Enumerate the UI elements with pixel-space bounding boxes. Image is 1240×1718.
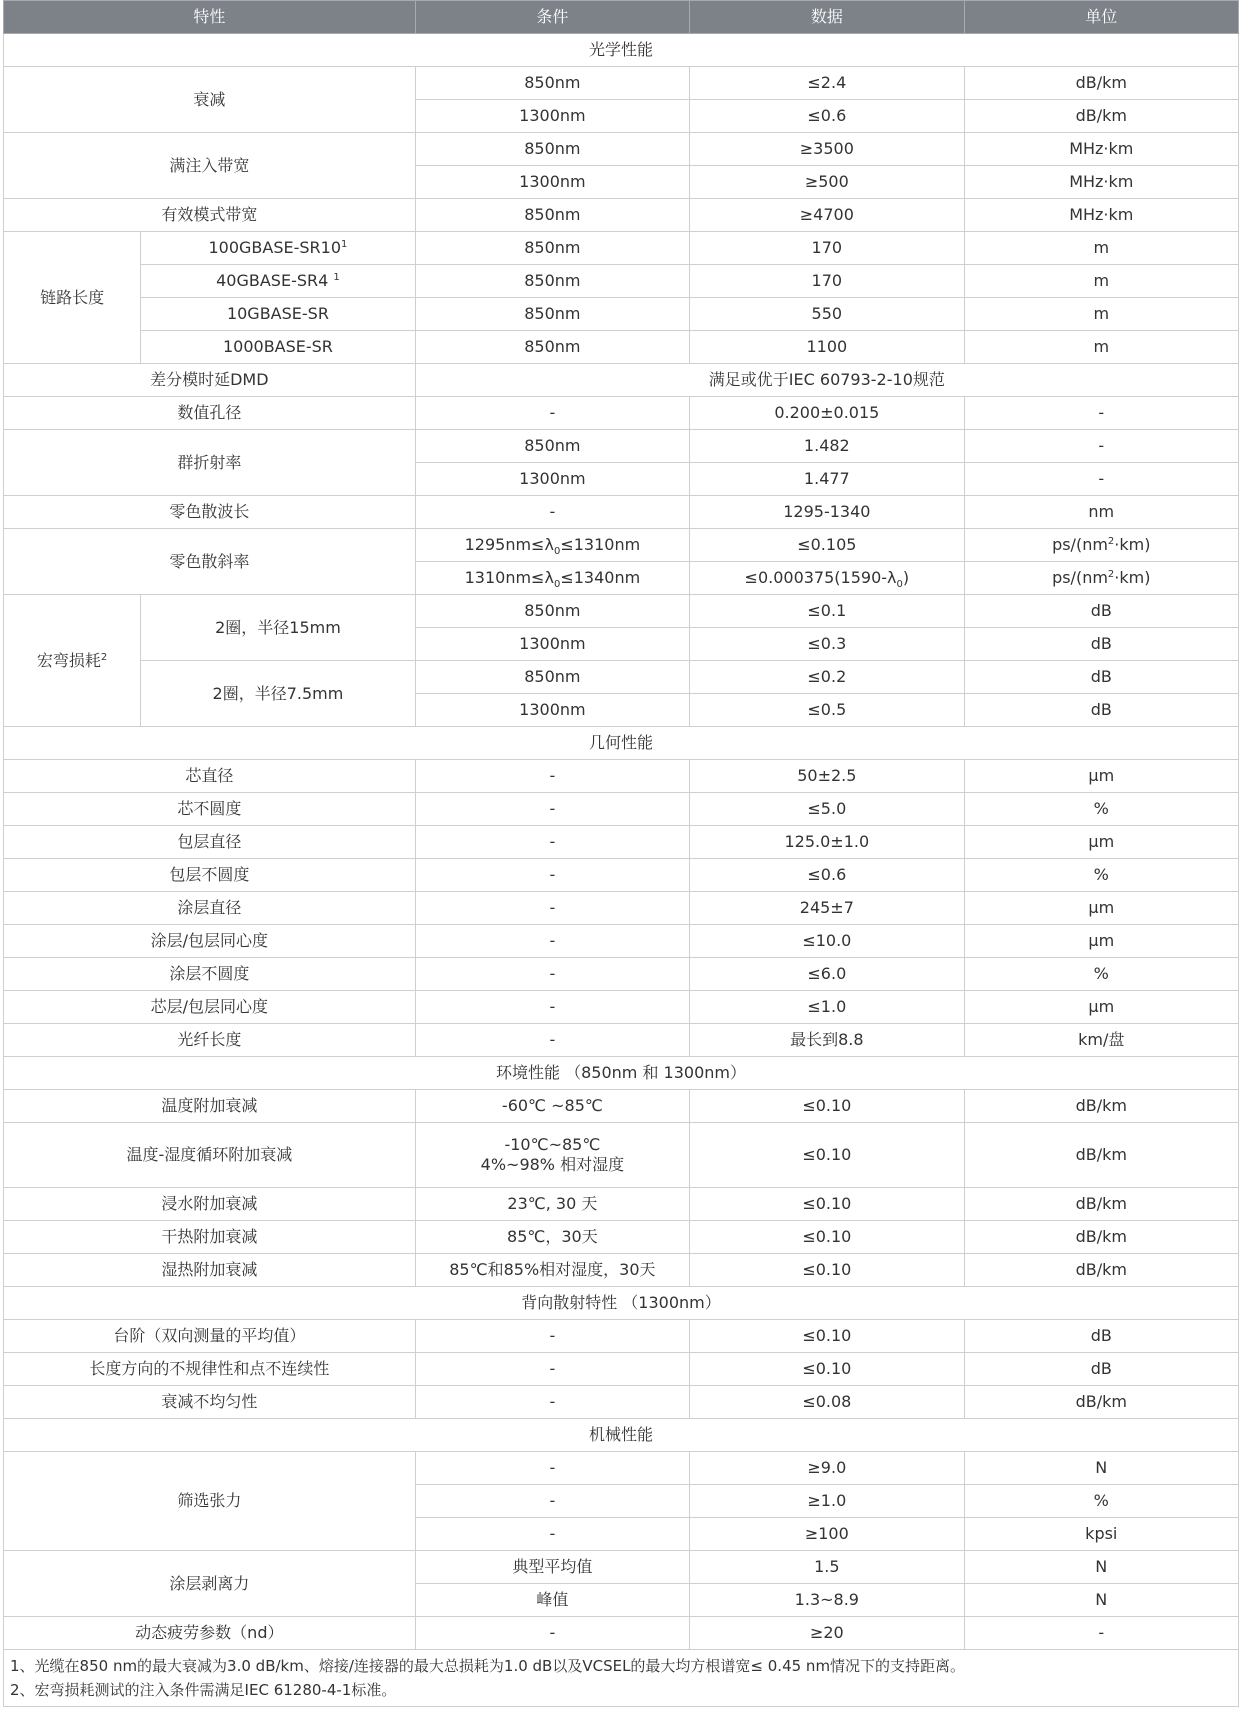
condition-cell: 850nm: [415, 133, 689, 166]
superscript: 2: [1107, 569, 1115, 580]
data-cell: ≤0.10: [690, 1353, 964, 1386]
condition-cell: 850nm: [415, 232, 689, 265]
val-text: ): [902, 568, 910, 587]
unit-text: ·km): [1114, 535, 1151, 554]
data-cell: ≤0.105: [690, 529, 964, 562]
cond-text: 1295nm≤λ: [464, 535, 554, 554]
unit-cell: N: [964, 1584, 1238, 1617]
unit-cell: dB: [964, 1353, 1238, 1386]
table-row: [4, 1386, 1239, 1419]
property-cell: 零色散斜率: [4, 529, 416, 595]
unit-cell: %: [964, 1485, 1238, 1518]
table-row: [4, 826, 1239, 859]
condition-cell: -: [415, 826, 689, 859]
footnote-2: 2、宏弯损耗测试的注入条件需满足IEC 61280-4-1标准。: [10, 1681, 397, 1699]
data-cell: ≥4700: [690, 199, 964, 232]
table-row: [4, 1551, 1239, 1584]
condition-cell: -: [415, 1320, 689, 1353]
property-cell: 数值孔径: [4, 397, 416, 430]
unit-cell: MHz·km: [964, 166, 1238, 199]
property-cell: 动态疲劳参数（nd）: [4, 1617, 416, 1650]
footnote-marker: 1: [333, 272, 340, 283]
section-backscatter: 背向散射特性 （1300nm）: [4, 1287, 1239, 1320]
data-cell: 125.0±1.0: [690, 826, 964, 859]
sub-property-cell: 10GBASE-SR: [141, 298, 415, 331]
table-row: [4, 529, 1239, 562]
data-cell: ≤0.3: [690, 628, 964, 661]
unit-cell: dB/km: [964, 1386, 1238, 1419]
condition-cell: -: [415, 958, 689, 991]
footnote-marker: 2: [100, 651, 108, 663]
property-cell: 芯不圆度: [4, 793, 416, 826]
data-cell: ≥20: [690, 1617, 964, 1650]
unit-cell: dB/km: [964, 1254, 1238, 1287]
data-cell: 245±7: [690, 892, 964, 925]
footnote-1: 1、光缆在850 nm的最大衰减为3.0 dB/km、熔接/连接器的最大总损耗为1.0 dB以及VCSEL的最大均方根谱宽≤ 0.45 nm情况下的支持距离。: [10, 1657, 966, 1675]
property-cell: 涂层直径: [4, 892, 416, 925]
data-cell: ≤0.10: [690, 1090, 964, 1123]
condition-cell: -: [415, 1485, 689, 1518]
condition-cell: -: [415, 1353, 689, 1386]
condition-cell: 1300nm: [415, 100, 689, 133]
property-cell: 浸水附加衰减: [4, 1188, 416, 1221]
unit-cell: m: [964, 265, 1238, 298]
cond-text: ≤1310nm: [560, 535, 641, 554]
property-cell: [4, 595, 141, 727]
table-row: [4, 925, 1239, 958]
table-row: [4, 1320, 1239, 1353]
section-optical: 光学性能: [4, 34, 1239, 67]
sub-property-cell: [141, 232, 415, 265]
unit-cell: m: [964, 298, 1238, 331]
table-row: [4, 67, 1239, 100]
table-row: [4, 859, 1239, 892]
data-cell: ≥100: [690, 1518, 964, 1551]
condition-cell: -: [415, 991, 689, 1024]
header-row: [4, 1, 1239, 34]
notes-row: [4, 1650, 1239, 1707]
unit-cell: μm: [964, 991, 1238, 1024]
table-row: [4, 1254, 1239, 1287]
data-cell: ≤0.5: [690, 694, 964, 727]
unit-cell: dB/km: [964, 1221, 1238, 1254]
unit-cell: -: [964, 430, 1238, 463]
sub-property-cell: [141, 265, 415, 298]
condition-cell: [415, 1123, 689, 1188]
link-std-label: 40GBASE-SR4: [216, 271, 334, 290]
property-cell: 长度方向的不规律性和点不连续性: [4, 1353, 416, 1386]
condition-cell: -: [415, 925, 689, 958]
unit-cell: μm: [964, 925, 1238, 958]
condition-cell: -: [415, 1617, 689, 1650]
table-row: [4, 1024, 1239, 1057]
section-row: [4, 34, 1239, 67]
condition-cell: -: [415, 1452, 689, 1485]
data-cell: 50±2.5: [690, 760, 964, 793]
table-row: [4, 232, 1239, 265]
condition-cell: -: [415, 496, 689, 529]
property-cell: 筛选张力: [4, 1452, 416, 1551]
condition-cell: 1300nm: [415, 628, 689, 661]
condition-cell: -: [415, 793, 689, 826]
condition-cell: -: [415, 859, 689, 892]
property-cell: 芯直径: [4, 760, 416, 793]
unit-cell: nm: [964, 496, 1238, 529]
condition-cell: 典型平均值: [415, 1551, 689, 1584]
data-cell: 550: [690, 298, 964, 331]
condition-cell: -: [415, 1024, 689, 1057]
property-cell: 满注入带宽: [4, 133, 416, 199]
unit-cell: km/盘: [964, 1024, 1238, 1057]
unit-cell: μm: [964, 760, 1238, 793]
property-cell: 衰减: [4, 67, 416, 133]
table-row: [4, 1090, 1239, 1123]
data-cell: ≤10.0: [690, 925, 964, 958]
unit-cell: [964, 562, 1238, 595]
condition-cell: 850nm: [415, 331, 689, 364]
unit-cell: MHz·km: [964, 133, 1238, 166]
condition-line: 4%~98% 相对湿度: [480, 1155, 625, 1174]
table-row: [4, 1188, 1239, 1221]
unit-text: ps/(nm: [1052, 535, 1108, 554]
unit-cell: μm: [964, 826, 1238, 859]
table-row: [4, 892, 1239, 925]
property-cell: 温度-湿度循环附加衰减: [4, 1123, 416, 1188]
unit-cell: μm: [964, 892, 1238, 925]
data-cell: 满足或优于IEC 60793-2-10规范: [415, 364, 1238, 397]
property-cell: 包层不圆度: [4, 859, 416, 892]
property-cell: 光纤长度: [4, 1024, 416, 1057]
sub-property-cell: 1000BASE-SR: [141, 331, 415, 364]
data-cell: ≤0.6: [690, 100, 964, 133]
unit-cell: dB: [964, 661, 1238, 694]
property-cell: 零色散波长: [4, 496, 416, 529]
condition-cell: 85℃和85%相对湿度，30天: [415, 1254, 689, 1287]
footnote-marker: 1: [341, 239, 348, 250]
unit-cell: MHz·km: [964, 199, 1238, 232]
table-row: [4, 265, 1239, 298]
unit-cell: dB: [964, 694, 1238, 727]
data-cell: ≤0.2: [690, 661, 964, 694]
spec-table: [3, 0, 1239, 1707]
table-row: [4, 1617, 1239, 1650]
header-property: 特性: [4, 1, 416, 34]
header-data: 数据: [690, 1, 964, 34]
condition-line: -10℃~85℃: [504, 1135, 601, 1154]
condition-cell: [415, 562, 689, 595]
property-cell: 台阶（双向测量的平均值）: [4, 1320, 416, 1353]
data-cell: ≥3500: [690, 133, 964, 166]
data-cell: ≤0.1: [690, 595, 964, 628]
unit-text: ps/(nm: [1052, 568, 1108, 587]
unit-cell: dB/km: [964, 67, 1238, 100]
table-row: [4, 991, 1239, 1024]
header-condition: 条件: [415, 1, 689, 34]
unit-cell: kpsi: [964, 1518, 1238, 1551]
data-cell: [690, 562, 964, 595]
section-geometric: 几何性能: [4, 727, 1239, 760]
table-row: [4, 793, 1239, 826]
condition-cell: -60℃ ~85℃: [415, 1090, 689, 1123]
data-cell: ≤0.6: [690, 859, 964, 892]
property-cell: 有效模式带宽: [4, 199, 416, 232]
table-row: [4, 661, 1239, 694]
property-cell: 包层直径: [4, 826, 416, 859]
table-row: [4, 1221, 1239, 1254]
table-row: [4, 397, 1239, 430]
data-cell: 1.3~8.9: [690, 1584, 964, 1617]
table-row: [4, 958, 1239, 991]
sub-property-cell: 2圈，半径7.5mm: [141, 661, 415, 727]
property-cell: 链路长度: [4, 232, 141, 364]
condition-cell: -: [415, 892, 689, 925]
condition-cell: -: [415, 1518, 689, 1551]
data-cell: ≤5.0: [690, 793, 964, 826]
table-row: [4, 496, 1239, 529]
unit-cell: -: [964, 1617, 1238, 1650]
property-cell: 干热附加衰减: [4, 1221, 416, 1254]
sub-property-cell: 2圈，半径15mm: [141, 595, 415, 661]
table-row: [4, 199, 1239, 232]
unit-cell: m: [964, 331, 1238, 364]
property-cell: 差分模时延DMD: [4, 364, 416, 397]
condition-cell: 1300nm: [415, 694, 689, 727]
subscript: 0: [553, 579, 561, 590]
unit-text: ·km): [1114, 568, 1151, 587]
table-row: [4, 1123, 1239, 1188]
header-unit: 单位: [964, 1, 1238, 34]
property-cell: 涂层/包层同心度: [4, 925, 416, 958]
condition-cell: -: [415, 1386, 689, 1419]
data-cell: 170: [690, 265, 964, 298]
data-cell: ≤0.10: [690, 1123, 964, 1188]
data-cell: 170: [690, 232, 964, 265]
section-row: [4, 1287, 1239, 1320]
data-cell: 1.5: [690, 1551, 964, 1584]
property-cell: 芯层/包层同心度: [4, 991, 416, 1024]
section-row: [4, 1057, 1239, 1090]
data-cell: 1100: [690, 331, 964, 364]
unit-cell: m: [964, 232, 1238, 265]
geometric-body: [4, 760, 1239, 1057]
table-row: [4, 595, 1239, 628]
table-row: [4, 430, 1239, 463]
condition-cell: -: [415, 397, 689, 430]
data-cell: ≥500: [690, 166, 964, 199]
cond-text: ≤1340nm: [560, 568, 641, 587]
unit-cell: dB/km: [964, 1090, 1238, 1123]
subscript: 0: [896, 579, 903, 590]
unit-cell: dB: [964, 628, 1238, 661]
section-mechanical: 机械性能: [4, 1419, 1239, 1452]
data-cell: ≤0.08: [690, 1386, 964, 1419]
section-row: [4, 1419, 1239, 1452]
link-std-label: 100GBASE-SR10: [208, 238, 342, 257]
property-cell: 湿热附加衰减: [4, 1254, 416, 1287]
unit-cell: dB/km: [964, 1123, 1238, 1188]
backscatter-body: [4, 1320, 1239, 1419]
unit-cell: N: [964, 1551, 1238, 1584]
condition-cell: 23℃, 30 天: [415, 1188, 689, 1221]
condition-cell: [415, 529, 689, 562]
condition-cell: 85℃，30天: [415, 1221, 689, 1254]
unit-cell: -: [964, 463, 1238, 496]
data-cell: ≤0.10: [690, 1221, 964, 1254]
condition-cell: 850nm: [415, 67, 689, 100]
property-cell: 涂层剥离力: [4, 1551, 416, 1617]
unit-cell: [964, 529, 1238, 562]
table-row: [4, 1452, 1239, 1485]
unit-cell: N: [964, 1452, 1238, 1485]
property-cell: 涂层不圆度: [4, 958, 416, 991]
data-cell: ≤1.0: [690, 991, 964, 1024]
table-row: [4, 1353, 1239, 1386]
data-cell: ≤0.10: [690, 1188, 964, 1221]
unit-cell: -: [964, 397, 1238, 430]
unit-cell: dB/km: [964, 100, 1238, 133]
condition-cell: 1300nm: [415, 166, 689, 199]
unit-cell: dB: [964, 595, 1238, 628]
unit-cell: %: [964, 958, 1238, 991]
unit-cell: %: [964, 793, 1238, 826]
data-cell: 1.482: [690, 430, 964, 463]
data-cell: ≥1.0: [690, 1485, 964, 1518]
data-cell: ≥9.0: [690, 1452, 964, 1485]
property-cell: 衰减不均匀性: [4, 1386, 416, 1419]
data-cell: 1295-1340: [690, 496, 964, 529]
condition-cell: 850nm: [415, 430, 689, 463]
property-cell: 温度附加衰减: [4, 1090, 416, 1123]
table-row: [4, 133, 1239, 166]
data-cell: ≤2.4: [690, 67, 964, 100]
data-cell: ≤0.10: [690, 1320, 964, 1353]
condition-cell: 1300nm: [415, 463, 689, 496]
val-text: ≤0.000375(1590-λ: [744, 568, 897, 587]
condition-cell: 850nm: [415, 298, 689, 331]
footnotes: [4, 1650, 1239, 1707]
data-cell: 1.477: [690, 463, 964, 496]
table-row: [4, 298, 1239, 331]
condition-cell: 850nm: [415, 661, 689, 694]
condition-cell: 850nm: [415, 265, 689, 298]
data-cell: 0.200±0.015: [690, 397, 964, 430]
section-environmental: 环境性能 （850nm 和 1300nm）: [4, 1057, 1239, 1090]
data-cell: ≤0.10: [690, 1254, 964, 1287]
table-row: [4, 331, 1239, 364]
superscript: 2: [1107, 536, 1115, 547]
section-row: [4, 727, 1239, 760]
unit-cell: %: [964, 859, 1238, 892]
cond-text: 1310nm≤λ: [464, 568, 554, 587]
condition-cell: -: [415, 760, 689, 793]
subscript: 0: [553, 546, 561, 557]
macrobend-label: 宏弯损耗: [36, 650, 101, 670]
data-cell: 最长到8.8: [690, 1024, 964, 1057]
unit-cell: dB: [964, 1320, 1238, 1353]
table-row: [4, 364, 1239, 397]
unit-cell: dB/km: [964, 1188, 1238, 1221]
condition-cell: 峰值: [415, 1584, 689, 1617]
table-row: [4, 760, 1239, 793]
condition-cell: 850nm: [415, 199, 689, 232]
condition-cell: 850nm: [415, 595, 689, 628]
data-cell: ≤6.0: [690, 958, 964, 991]
property-cell: 群折射率: [4, 430, 416, 496]
